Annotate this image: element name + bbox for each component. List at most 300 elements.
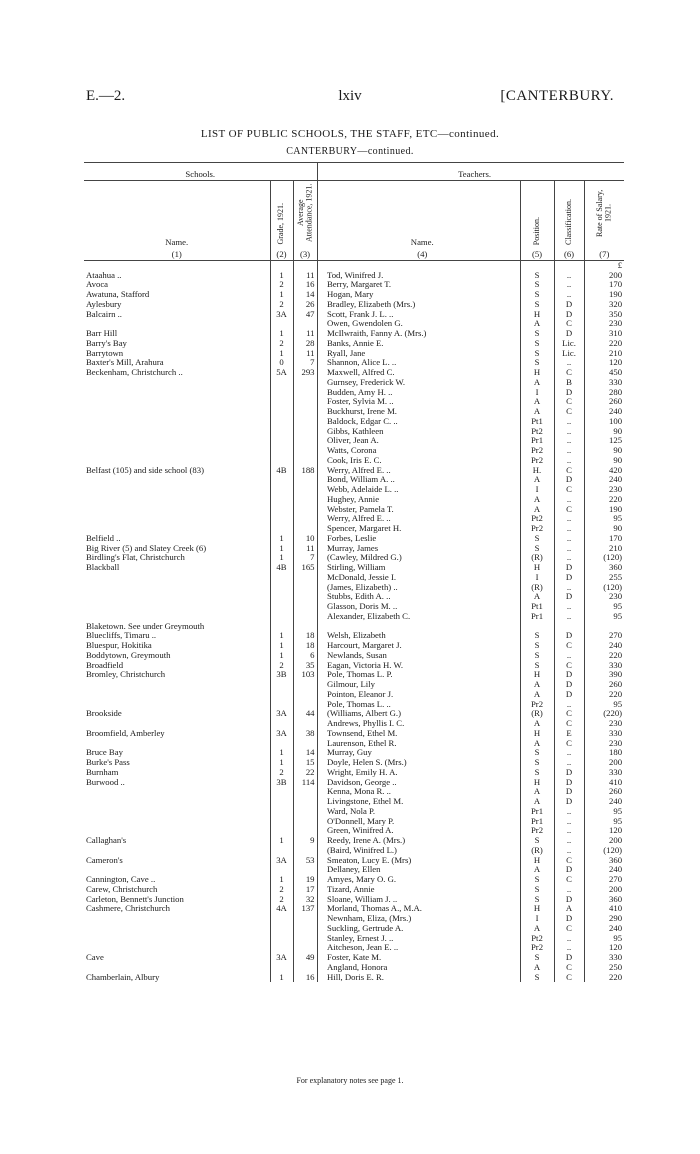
attendance-cell (293, 378, 317, 388)
table-row (84, 339, 624, 349)
salary-cell: 200 (584, 836, 624, 846)
column-number: (7) (584, 248, 624, 261)
classification-cell: .. (554, 758, 584, 768)
position-cell: S (520, 885, 554, 895)
attendance-cell: 14 (293, 748, 317, 758)
attendance-cell: 22 (293, 768, 317, 778)
school-name-cell (84, 719, 270, 729)
column-number: (4) (325, 248, 520, 261)
classification-cell: E (554, 729, 584, 739)
attendance-cell (293, 700, 317, 710)
attendance-cell (293, 865, 317, 875)
salary-cell: 220 (584, 973, 624, 983)
teacher-name-cell: Berry, Margaret T. (327, 280, 392, 290)
position-cell: S (520, 661, 554, 671)
grade-cell (270, 417, 293, 427)
position-cell: S (520, 651, 554, 661)
teachers-group-header: Teachers. (325, 163, 624, 181)
school-name-cell (84, 826, 270, 836)
salary-cell: 230 (584, 485, 624, 495)
table-row (84, 924, 624, 934)
position-cell: A (520, 319, 554, 329)
column-number: (6) (554, 248, 584, 261)
salary-cell: 255 (584, 573, 624, 583)
attendance-cell (293, 934, 317, 944)
attendance-cell: 9 (293, 836, 317, 846)
attendance-cell: 11 (293, 349, 317, 359)
teacher-name-cell: Harcourt, Margaret J. (327, 641, 402, 650)
teacher-name-cell: Newlands, Susan (327, 650, 387, 660)
grade-cell (270, 826, 293, 836)
attendance-cell (293, 680, 317, 690)
salary-cell: 240 (584, 924, 624, 934)
salary-cell: 330 (584, 953, 624, 963)
attendance-cell (293, 963, 317, 973)
classification-cell: .. (554, 290, 584, 300)
position-cell: S (520, 300, 554, 310)
school-name-cell: Belfast (105) and side school (83) (86, 465, 204, 475)
position-cell: Pr2 (520, 524, 554, 534)
teacher-name-cell: Werry, Alfred E. .. (327, 514, 391, 524)
attendance-cell: 17 (293, 885, 317, 895)
classification-cell: .. (554, 934, 584, 944)
classification-cell: .. (554, 495, 584, 505)
grade-cell (270, 943, 293, 953)
position-cell (520, 622, 554, 632)
classification-cell: D (554, 329, 584, 339)
school-name-cell: Ataahua .. (86, 270, 122, 280)
classification-cell: .. (554, 271, 584, 281)
grade-cell (270, 612, 293, 622)
teacher-name-cell (325, 622, 520, 632)
salary-cell: 190 (584, 505, 624, 515)
classification-cell: D (554, 670, 584, 680)
salary-cell: 220 (584, 339, 624, 349)
table-row (84, 973, 624, 983)
position-cell: S (520, 836, 554, 846)
table-row (84, 505, 624, 515)
classification-cell: C (554, 875, 584, 885)
grade-cell (270, 865, 293, 875)
table-row (84, 592, 624, 602)
teacher-name-cell: Maxwell, Alfred C. (327, 368, 395, 377)
grade-cell (270, 446, 293, 456)
classification-cell: .. (554, 417, 584, 427)
salary-cell: 95 (584, 514, 624, 524)
salary-cell: 240 (584, 407, 624, 417)
position-cell: S (520, 641, 554, 651)
salary-cell: 390 (584, 670, 624, 680)
teacher-name-cell: (Williams, Albert G.) (327, 709, 401, 719)
table-row (84, 739, 624, 749)
teacher-name-cell: Sloane, William J. .. (327, 894, 398, 904)
teacher-name-cell: McDonald, Jessie I. (327, 572, 397, 582)
salary-cell: (120) (584, 846, 624, 856)
teacher-name-cell: Green, Winifred A. (327, 826, 394, 836)
table-row (84, 826, 624, 836)
table-row (84, 797, 624, 807)
salary-cell: 450 (584, 368, 624, 378)
position-cell: S (520, 339, 554, 349)
teacher-name-cell: Pole, Thomas L. .. (327, 699, 391, 709)
position-cell: Pt2 (520, 427, 554, 437)
position-cell: A (520, 495, 554, 505)
grade-cell (270, 934, 293, 944)
table-row (84, 427, 624, 437)
grade-cell: 3B (270, 778, 293, 788)
classification-cell: .. (554, 612, 584, 622)
page-subtitle: CANTERBURY—continued. (286, 146, 414, 157)
salary-cell: 220 (584, 690, 624, 700)
column-number: (1) (84, 248, 270, 261)
grade-cell (270, 719, 293, 729)
classification-cell: .. (554, 534, 584, 544)
school-name-cell (84, 319, 270, 329)
table-row (84, 553, 624, 563)
table-row (84, 358, 624, 368)
table-row (84, 436, 624, 446)
position-cell: S (520, 280, 554, 290)
teacher-name-cell: Buckhurst, Irene M. (327, 407, 397, 416)
position-cell: A (520, 719, 554, 729)
attendance-cell (293, 914, 317, 924)
salary-cell: 230 (584, 592, 624, 602)
attendance-cell: 53 (293, 856, 317, 866)
salary-cell: 230 (584, 319, 624, 329)
attendance-cell (293, 846, 317, 856)
teacher-name-cell: Kenna, Mona R. .. (327, 787, 391, 797)
salary-cell: 220 (584, 495, 624, 505)
classification-cell: D (554, 797, 584, 807)
school-name-cell (84, 865, 270, 875)
school-name-cell (84, 495, 270, 505)
attendance-cell: 19 (293, 875, 317, 885)
salary-cell: 95 (584, 612, 624, 622)
classification-cell: C (554, 407, 584, 417)
attendance-cell (293, 719, 317, 729)
school-name-cell (84, 407, 270, 417)
table-row (84, 778, 624, 788)
teacher-name-cell: Banks, Annie E. (327, 338, 384, 348)
classification-cell: C (554, 924, 584, 934)
classification-cell: D (554, 865, 584, 875)
grade-cell (270, 817, 293, 827)
grade-cell: 1 (270, 748, 293, 758)
school-name-cell: Cameron's (86, 855, 123, 865)
classification-cell: C (554, 719, 584, 729)
classification-cell: .. (554, 446, 584, 456)
table-row (84, 544, 624, 554)
table-row (84, 280, 624, 290)
school-name-cell: Blackball (86, 563, 120, 572)
teacher-name-header: Name. (410, 237, 434, 247)
teacher-name-cell: Andrews, Phyllis I. C. (327, 719, 405, 728)
classification-cell: C (554, 397, 584, 407)
grade-cell: 1 (270, 875, 293, 885)
table-row (84, 875, 624, 885)
school-name-cell (84, 797, 270, 807)
table-row (84, 661, 624, 671)
school-name-cell (84, 943, 270, 953)
teacher-name-cell: Aitcheson, Jean E. .. (327, 943, 399, 953)
attendance-cell (293, 388, 317, 398)
table-row (84, 475, 624, 485)
attendance-cell: 35 (293, 661, 317, 671)
position-cell: H (520, 310, 554, 320)
table-row (84, 943, 624, 953)
grade-cell (270, 700, 293, 710)
salary-cell: 170 (584, 534, 624, 544)
teacher-name-cell: Tod, Winifred J. (327, 270, 384, 280)
grade-cell: 1 (270, 271, 293, 281)
classification-cell: D (554, 787, 584, 797)
classification-cell: .. (554, 943, 584, 953)
school-name-cell (84, 817, 270, 827)
table-row (84, 456, 624, 466)
school-name-cell (84, 573, 270, 583)
school-name-cell: Cashmere, Christchurch (86, 904, 170, 914)
teacher-name-cell: Laurenson, Ethel R. (327, 738, 397, 748)
school-name-cell: Bluecliffs, Timaru .. (86, 631, 157, 641)
school-name-cell (84, 934, 270, 944)
salary-cell: (120) (584, 553, 624, 563)
attendance-cell (293, 319, 317, 329)
table-row (84, 914, 624, 924)
grade-cell: 2 (270, 885, 293, 895)
attendance-cell (293, 690, 317, 700)
grade-cell (270, 914, 293, 924)
school-name-cell: Brookside (86, 709, 122, 719)
attendance-cell: 10 (293, 534, 317, 544)
grade-cell (270, 427, 293, 437)
position-cell: S (520, 534, 554, 544)
position-cell: S (520, 544, 554, 554)
attendance-cell (293, 612, 317, 622)
teacher-name-cell: Forbes, Leslie (327, 533, 377, 543)
salary-cell: 410 (584, 904, 624, 914)
teacher-name-cell: Glasson, Doris M. .. (327, 602, 398, 611)
position-cell: I (520, 914, 554, 924)
school-name-cell (84, 787, 270, 797)
grade-cell: 3A (270, 856, 293, 866)
table-row (84, 534, 624, 544)
classification-cell: .. (554, 807, 584, 817)
school-name-cell: Avoca (86, 280, 109, 290)
position-cell: S (520, 349, 554, 359)
position-cell: Pr1 (520, 436, 554, 446)
table-row (84, 690, 624, 700)
table-row (84, 407, 624, 417)
grade-cell: 2 (270, 768, 293, 778)
classification-cell: C (554, 485, 584, 495)
attendance-cell (293, 622, 317, 632)
classification-cell: .. (554, 602, 584, 612)
school-name-cell (84, 612, 270, 622)
salary-cell: 200 (584, 271, 624, 281)
teacher-name-cell: Stubbs, Edith A. .. (327, 592, 391, 602)
position-cell: S (520, 290, 554, 300)
classification-cell: B (554, 378, 584, 388)
attendance-cell: 16 (293, 280, 317, 290)
salary-cell: 90 (584, 456, 624, 466)
school-name-cell (84, 505, 270, 515)
table-row (84, 612, 624, 622)
teacher-name-cell: (Baird, Winifred L.) (327, 845, 397, 855)
school-name-cell: Bromley, Christchurch (86, 670, 166, 680)
attendance-cell: 137 (293, 904, 317, 914)
attendance-cell (293, 573, 317, 583)
teacher-name-cell: Livingstone, Ethel M. (327, 797, 404, 806)
position-cell: S (520, 875, 554, 885)
table-row (84, 388, 624, 398)
salary-cell: 95 (584, 700, 624, 710)
teacher-name-cell: Baldock, Edgar C. .. (327, 416, 398, 426)
attendance-cell (293, 407, 317, 417)
grade-header: Grade, 1921. (270, 181, 293, 248)
attendance-cell (293, 592, 317, 602)
position-cell: Pr2 (520, 943, 554, 953)
attendance-cell: 32 (293, 895, 317, 905)
classification-cell: D (554, 953, 584, 963)
column-number: (5) (520, 248, 554, 261)
teacher-name-cell: Budden, Amy H. .. (327, 387, 393, 397)
grade-cell (270, 846, 293, 856)
classification-cell: D (554, 573, 584, 583)
salary-cell: 360 (584, 856, 624, 866)
salary-cell: 200 (584, 758, 624, 768)
page-title: LIST OF PUBLIC SCHOOLS, THE STAFF, ETC—continued. (200, 128, 500, 140)
classification-header: Classification. (554, 181, 584, 248)
attendance-cell (293, 807, 317, 817)
attendance-cell: 28 (293, 339, 317, 349)
school-name-cell: Cannington, Cave .. (86, 875, 156, 884)
classification-cell: .. (554, 524, 584, 534)
grade-cell: 1 (270, 836, 293, 846)
attendance-cell (293, 602, 317, 612)
salary-cell: 420 (584, 466, 624, 476)
classification-cell: C (554, 973, 584, 983)
teacher-name-cell: Suckling, Gertrude A. (327, 923, 404, 933)
teacher-name-cell: Scott, Frank J. L. .. (327, 309, 394, 319)
teacher-name-cell: Smeaton, Lucy E. (Mrs) (327, 855, 412, 865)
table-row (84, 329, 624, 339)
position-cell: H (520, 904, 554, 914)
grade-cell (270, 475, 293, 485)
school-name-cell (84, 475, 270, 485)
salary-cell: 95 (584, 934, 624, 944)
position-cell: (R) (520, 846, 554, 856)
position-cell: H (520, 856, 554, 866)
classification-cell: .. (554, 280, 584, 290)
table-row (84, 641, 624, 651)
school-name-cell (84, 388, 270, 398)
position-cell: S (520, 271, 554, 281)
salary-cell: 260 (584, 680, 624, 690)
salary-cell: 240 (584, 475, 624, 485)
salary-cell: 270 (584, 875, 624, 885)
position-cell: Pr1 (520, 612, 554, 622)
table-row (84, 885, 624, 895)
salary-cell: 180 (584, 748, 624, 758)
classification-cell: .. (554, 748, 584, 758)
salary-cell: 90 (584, 427, 624, 437)
footnote: For explanatory notes see page 1. (296, 1076, 404, 1085)
school-name-cell (84, 846, 270, 856)
table-row (84, 290, 624, 300)
attendance-cell: 11 (293, 329, 317, 339)
school-name-cell (84, 914, 270, 924)
classification-cell: C (554, 739, 584, 749)
grade-cell (270, 622, 293, 632)
grade-cell: 3A (270, 953, 293, 963)
classification-cell: .. (554, 427, 584, 437)
grade-cell: 2 (270, 280, 293, 290)
district-header: [CANTERBURY. (500, 88, 614, 104)
school-name-cell: Boddytown, Greymouth (86, 650, 171, 660)
table-row (84, 319, 624, 329)
grade-cell (270, 690, 293, 700)
school-name-cell: Cave (86, 953, 104, 962)
salary-cell: 230 (584, 739, 624, 749)
teacher-name-cell: (James, Elizabeth) .. (327, 582, 398, 592)
salary-cell: 95 (584, 817, 624, 827)
position-cell: S (520, 329, 554, 339)
classification-cell: D (554, 680, 584, 690)
teacher-name-cell: (Cawley, Mildred G.) (327, 553, 402, 563)
classification-cell: D (554, 310, 584, 320)
column-number: (2) (270, 248, 293, 261)
teacher-name-cell: O'Donnell, Mary P. (327, 816, 395, 826)
classification-cell: Lic. (554, 339, 584, 349)
position-cell: Pt2 (520, 934, 554, 944)
attendance-cell (293, 826, 317, 836)
teacher-name-cell: Gilmour, Lily (327, 680, 375, 689)
salary-cell: 95 (584, 807, 624, 817)
attendance-cell: 7 (293, 553, 317, 563)
teacher-name-cell: Foster, Kate M. (327, 953, 382, 962)
salary-cell: 360 (584, 563, 624, 573)
salary-cell: 230 (584, 719, 624, 729)
classification-cell: D (554, 895, 584, 905)
attendance-cell (293, 514, 317, 524)
school-name-cell: Balcairn .. (86, 309, 122, 319)
attendance-header: Average Attendance, 1921. (293, 181, 317, 248)
salary-cell: 120 (584, 826, 624, 836)
school-name-cell (84, 456, 270, 466)
grade-cell: 1 (270, 641, 293, 651)
teacher-name-cell: Davidson, George .. (327, 777, 397, 787)
salary-cell: 330 (584, 729, 624, 739)
attendance-cell (293, 739, 317, 749)
table-row (84, 368, 624, 378)
school-name-cell: Burwood .. (86, 777, 125, 787)
teacher-name-cell: Amyes, Mary O. G. (327, 875, 397, 884)
classification-cell: D (554, 475, 584, 485)
salary-cell (584, 622, 624, 632)
salary-cell: 260 (584, 787, 624, 797)
school-name-cell: Carew, Christchurch (86, 884, 158, 894)
grade-cell: 1 (270, 290, 293, 300)
school-name-cell (84, 924, 270, 934)
grade-cell: 1 (270, 973, 293, 983)
grade-cell: 2 (270, 895, 293, 905)
position-cell: S (520, 973, 554, 983)
grade-cell: 2 (270, 339, 293, 349)
attendance-cell: 44 (293, 709, 317, 719)
grade-cell (270, 583, 293, 593)
grade-cell: 1 (270, 329, 293, 339)
position-cell: A (520, 505, 554, 515)
